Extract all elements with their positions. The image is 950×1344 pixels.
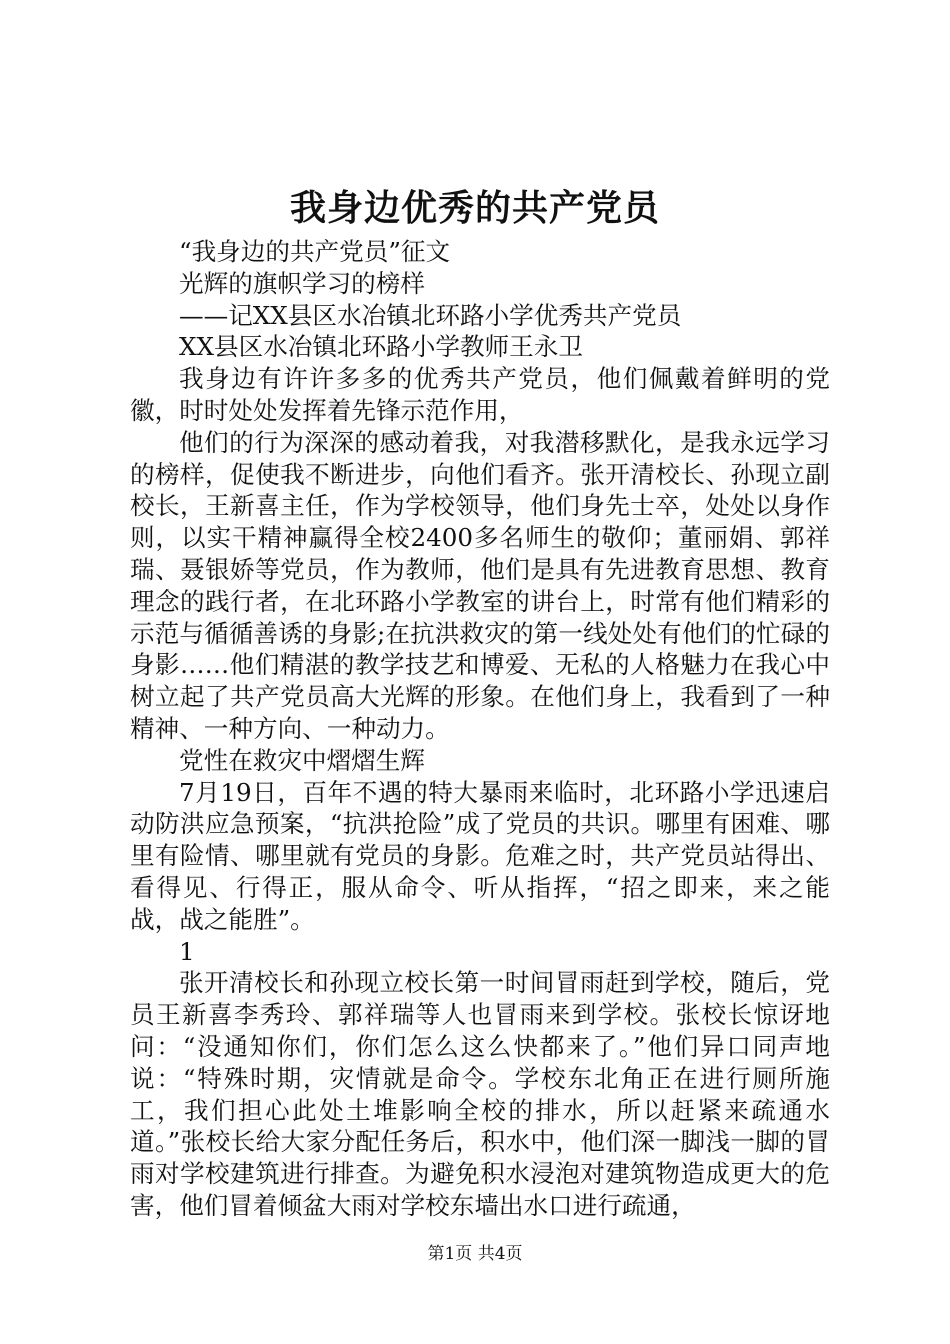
author-line: XX县区水冶镇北环路小学教师王永卫 (179, 332, 583, 362)
page-title: 我身边优秀的共产党员 (289, 187, 660, 229)
inline-page-number: 1 (179, 936, 195, 966)
body-paragraph: 7月19日，百年不遇的特大暴雨来临时，北环路小学迅速启动防洪应急预案，“抗洪抢险”成了党员的共识。哪里有困难、哪里有险情、哪里就有党员的身影。危难之时，共产党员站得出、看得见、行得正，服从命令、听从指挥，“招之即来，来之能战，战之能胜”。 (130, 777, 830, 934)
subtitle-banner: 光辉的旗帜学习的榜样 (179, 268, 425, 298)
body-paragraph: 我身边有许许多多的优秀共产党员，他们佩戴着鲜明的党徽，时时处处发挥着先锋示范作用， (130, 364, 830, 425)
body-paragraph: 张开清校长和孙现立校长第一时间冒雨赶到学校，随后，党员王新喜李秀玲、郭祥瑞等人也冒雨来到学校。张校长惊讶地问：“没通知你们，你们怎么这么快都来了。”他们异口同声地说：“特殊时期，灾情就是命令。学校东北角正在进行厕所施工，我们担心此处土堆影响全校的排水，所以赶紧来疏通水道。”张校长给大家分配任务后，积水中，他们深一脚浅一脚的冒雨对学校建筑进行排查。为避免积水浸泡对建筑物造成更大的危害，他们冒着倾盆大雨对学校东墙出水口进行疏通， (130, 968, 830, 1220)
section-heading: 党性在救灾中熠熠生辉 (179, 745, 425, 775)
subtitle-essay-label: “我身边的共产党员”征文 (179, 237, 451, 266)
subtitle-record: ——记XX县区水冶镇北环路小学优秀共产党员 (179, 300, 682, 330)
page-footer: 第1页 共4页 (427, 1244, 523, 1264)
body-paragraph: 他们的行为深深的感动着我，对我潜移默化，是我永远学习的榜样，促使我不断进步，向他们看齐。张开清校长、孙现立副校长，王新喜主任，作为学校领导，他们身先士卒，处处以身作则，以实干精神赢得全校2400多名师生的敬仰；董丽娟、郭祥瑞、聂银娇等党员，作为教师，他们是具有先进教育思想、教育理念的践行者，在北环路小学教室的讲台上，时常有他们精彩的示范与循循善诱的身影;在抗洪救灾的第一线处处有他们的忙碌的身影……他们精湛的教学技艺和博爱、无私的人格魅力在我心中树立起了共产党员高大光辉的形象。在他们身上，我看到了一种精神、一种方向、一种动力。 (130, 427, 830, 743)
document-body (130, 236, 830, 1222)
